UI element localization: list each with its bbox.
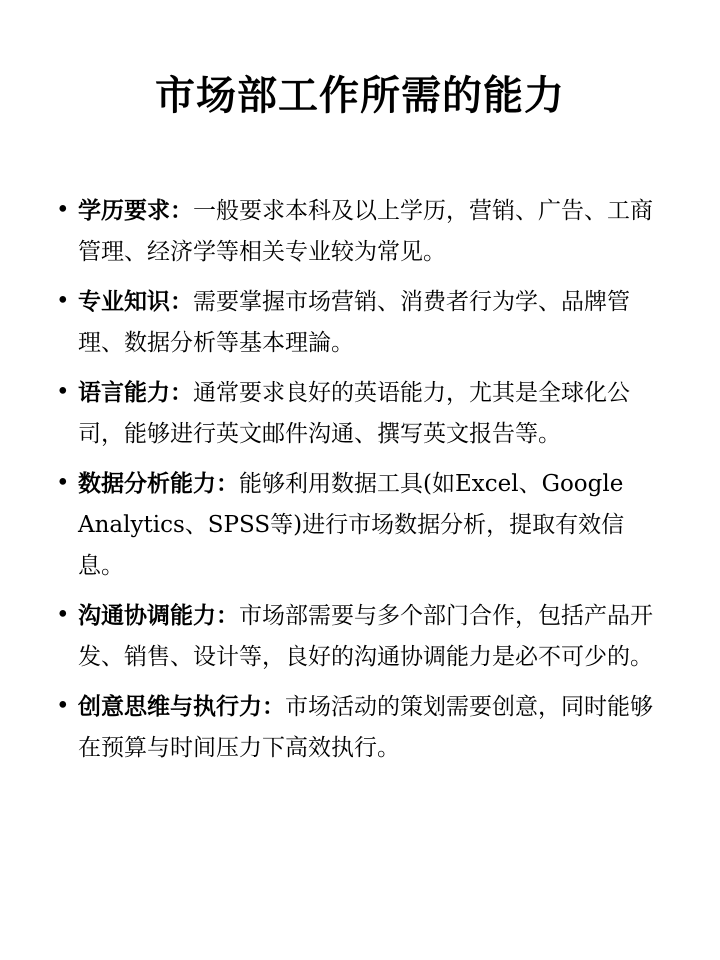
bullet-label: 数据分析能力： — [78, 470, 239, 497]
bullet-list — [56, 190, 666, 777]
bullet-dot-icon: • — [56, 693, 70, 719]
bullet-dot-icon: • — [56, 288, 70, 314]
bullet-dot-icon: • — [56, 470, 70, 496]
bullet-text: 通常要求良好的英语能力，尤其是全球化公司，能够进行英文邮件沟通、撰写英文报告等。 — [78, 380, 630, 447]
bullet-item-creativity — [56, 686, 666, 769]
bullet-text: 一般要求本科及以上学历，营销、广告、工商管理、经济学等相关专业较为常见。 — [78, 198, 653, 265]
bullet-text: 市场活动的策划需要创意，同时能够在预算与时间压力下高效执行。 — [78, 694, 653, 761]
bullet-label: 语言能力： — [78, 379, 193, 406]
bullet-label: 创意思维与执行力： — [78, 693, 285, 720]
bullet-dot-icon: • — [56, 379, 70, 405]
bullet-item-knowledge — [56, 281, 666, 364]
bullet-item-data-analysis — [56, 463, 666, 587]
page-title: 市场部工作所需的能力 — [155, 72, 565, 119]
bullet-text: 市场部需要与多个部门合作，包括产品开发、销售、设计等，良好的沟通协调能力是必不可少的。 — [78, 603, 653, 670]
bullet-dot-icon: • — [56, 602, 70, 628]
bullet-label: 沟通协调能力： — [78, 602, 239, 629]
bullet-text: 能够利用数据工具(如Excel、Google Analytics、SPSS等)进行市场数据分析，提取有效信息。 — [78, 471, 625, 579]
bullet-label: 学历要求： — [78, 197, 193, 224]
bullet-dot-icon: • — [56, 197, 70, 223]
bullet-text: 需要掌握市场营销、消费者行为学、品牌管理、数据分析等基本理論。 — [78, 289, 630, 356]
bullet-item-education — [56, 190, 666, 273]
bullet-item-communication — [56, 595, 666, 678]
bullet-label: 专业知识： — [78, 288, 193, 315]
bullet-item-language — [56, 372, 666, 455]
